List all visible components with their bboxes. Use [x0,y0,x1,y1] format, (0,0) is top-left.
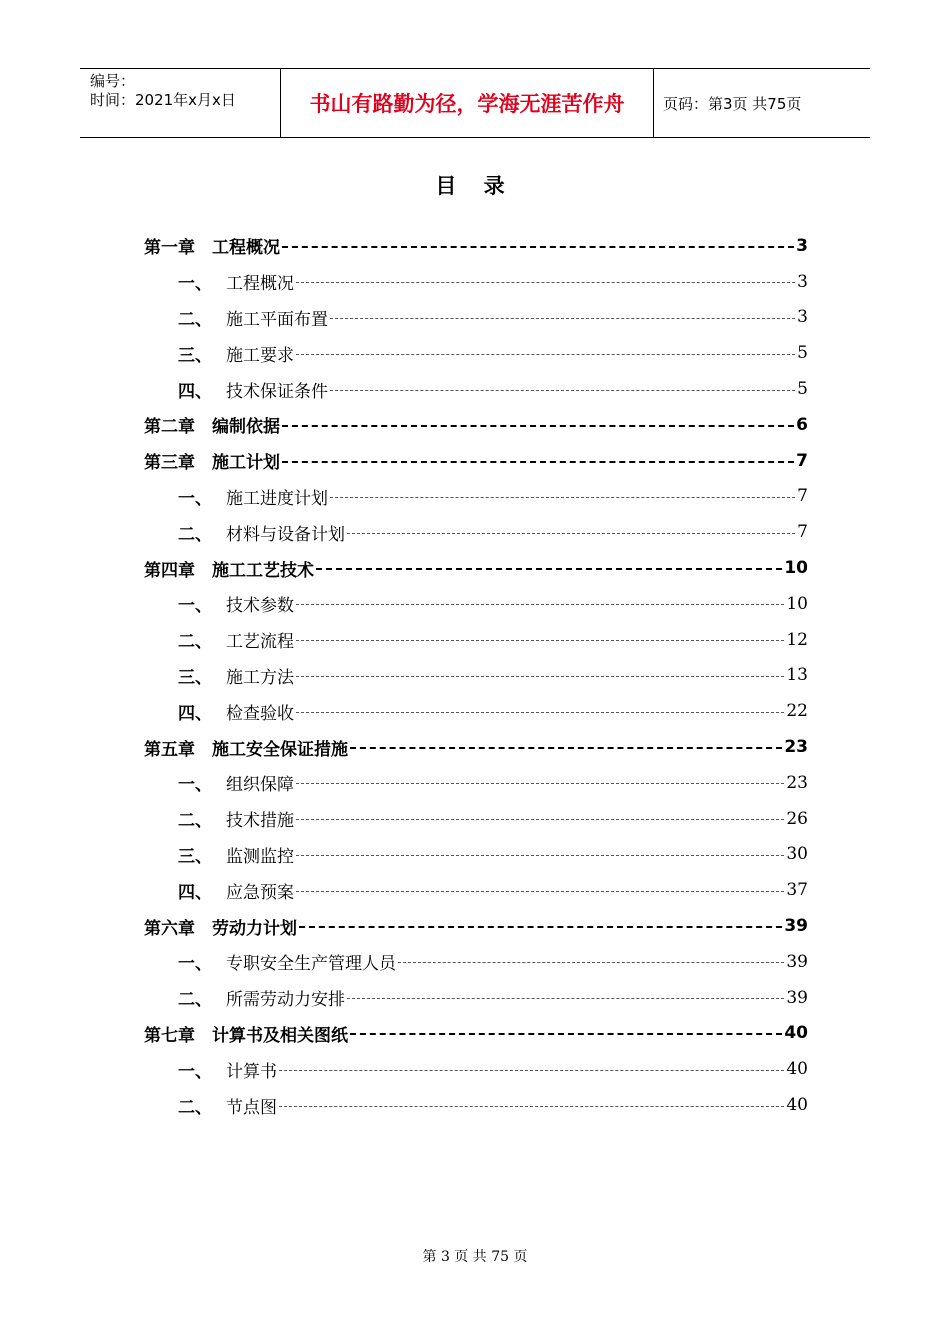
header-left-cell [80,69,281,137]
toc-entry-page: 5 [797,379,808,400]
toc-entry-number: 第一章 [144,238,195,259]
toc-leader-line [296,354,795,355]
toc-entry-label: 施工进度计划 [226,488,328,509]
toc-entry-page: 40 [786,1059,808,1080]
toc-entry-label: 施工工艺技术 [212,560,314,581]
toc-section-entry[interactable] [144,479,808,515]
toc-entry-number: 第六章 [144,918,195,939]
toc-entry-label: 材料与设备计划 [226,524,345,545]
toc-leader-line [296,712,784,713]
toc-section-entry[interactable] [144,622,808,658]
toc-leader-line [330,390,795,391]
toc-entry-page: 7 [797,486,808,507]
toc-entry-label: 组织保障 [226,775,294,796]
toc-entry-number: 一、 [178,488,212,509]
toc-leader-line [347,998,784,999]
toc-leader-line [279,1106,784,1107]
toc-entry-page: 26 [786,808,808,829]
toc-entry-page: 37 [786,880,808,901]
toc-entry-label: 应急预案 [226,882,294,903]
toc-entry-number: 第七章 [144,1025,195,1046]
toc-leader-line [350,747,782,749]
toc-entry-label: 监测监控 [226,846,294,867]
toc-section-entry[interactable] [144,335,808,371]
toc-entry-label: 所需劳动力安排 [226,990,345,1011]
toc-chapter-entry[interactable] [144,908,808,944]
toc-entry-page: 7 [797,522,808,543]
toc-entry-number: 四、 [178,882,212,903]
toc-chapter-entry[interactable] [144,1016,808,1052]
toc-entry-label: 工程概况 [226,274,294,295]
toc-entry-number: 二、 [178,990,212,1011]
toc-section-entry[interactable] [144,371,808,407]
toc-entry-label: 编制依据 [212,417,280,438]
page-footer: 第 3 页 共 75 页 [422,1249,528,1265]
toc-leader-line [296,282,795,283]
toc-entry-page: 39 [786,987,808,1008]
toc-leader-line [316,568,782,570]
toc-entry-label: 工程概况 [212,238,280,259]
toc-chapter-entry[interactable] [144,550,808,586]
toc-entry-page: 3 [796,235,808,256]
toc-section-entry[interactable] [144,944,808,980]
toc-leader-line [350,1033,782,1035]
toc-leader-line [330,318,795,319]
toc-section-entry[interactable] [144,264,808,300]
toc-entry-number: 二、 [178,632,212,653]
toc-entry-page: 22 [786,701,808,722]
header-motto: 书山有路勤为径，学海无涯苦作舟 [281,69,654,137]
toc-entry-label: 检查验收 [226,703,294,724]
toc-entry-label: 施工安全保证措施 [212,739,348,760]
toc-entry-number: 二、 [178,1097,212,1118]
toc-entry-page: 39 [786,951,808,972]
toc-entry-page: 3 [797,307,808,328]
toc-title: 目 录 [435,174,515,198]
toc-section-entry[interactable] [144,837,808,873]
toc-entry-label: 专职安全生产管理人员 [226,954,396,975]
toc-entry-label: 技术措施 [226,811,294,832]
toc-entry-number: 三、 [178,667,212,688]
toc-leader-line [296,604,784,605]
toc-section-entry[interactable] [144,514,808,550]
toc-entry-label: 施工计划 [212,453,280,474]
toc-leader-line [296,783,784,784]
document-number-label: 编号： [90,72,136,90]
toc-entry-page: 23 [786,772,808,793]
toc-entry-label: 技术保证条件 [226,381,328,402]
page-header [80,68,870,138]
toc-entry-label: 计算书及相关图纸 [212,1025,348,1046]
toc-entry-label: 施工方法 [226,667,294,688]
toc-leader-line [282,425,794,427]
toc-leader-line [347,533,795,534]
toc-section-entry[interactable] [144,658,808,694]
toc-entry-label: 节点图 [226,1097,277,1118]
toc-entry-page: 3 [797,271,808,292]
toc-entry-number: 一、 [178,954,212,975]
toc-leader-line [296,640,784,641]
toc-entry-page: 10 [786,593,808,614]
toc-entry-page: 10 [784,558,808,579]
toc-section-entry[interactable] [144,765,808,801]
toc-entry-number: 四、 [178,703,212,724]
toc-entry-number: 一、 [178,775,212,796]
toc-entry-label: 技术参数 [226,596,294,617]
toc-leader-line [299,926,782,928]
toc-leader-line [296,891,784,892]
toc-entry-page: 23 [784,737,808,758]
toc-entry-number: 二、 [178,811,212,832]
toc-entry-page: 7 [796,450,808,471]
toc-leader-line [296,676,784,677]
toc-entry-label: 计算书 [226,1061,277,1082]
toc-leader-line [296,819,784,820]
toc-entry-page: 39 [784,916,808,937]
toc-section-entry[interactable] [144,980,808,1016]
toc-section-entry[interactable] [144,586,808,622]
toc-entry-number: 第二章 [144,417,195,438]
toc-entry-number: 二、 [178,309,212,330]
toc-entry-number: 第三章 [144,453,195,474]
toc-leader-line [279,1070,784,1071]
toc-entry-number: 二、 [178,524,212,545]
toc-entry-number: 一、 [178,1061,212,1082]
toc-entry-number: 第五章 [144,739,195,760]
toc-entry-page: 6 [796,414,808,435]
toc-section-entry[interactable] [144,872,808,908]
toc-chapter-entry[interactable] [144,443,808,479]
toc-entry-number: 一、 [178,274,212,295]
toc-leader-line [398,962,784,963]
toc-entry-page: 5 [797,343,808,364]
table-of-contents [144,228,808,1123]
toc-entry-number: 三、 [178,345,212,366]
toc-chapter-entry[interactable] [144,407,808,443]
header-page-info: 页码：第3页 共75页 [663,94,802,113]
toc-entry-page: 40 [786,1095,808,1116]
toc-section-entry[interactable] [144,1051,808,1087]
toc-entry-label: 施工平面布置 [226,309,328,330]
toc-entry-page: 40 [784,1023,808,1044]
toc-entry-label: 施工要求 [226,345,294,366]
document-time-label: 时间：2021年x月x日 [90,91,236,109]
toc-entry-page: 12 [786,629,808,650]
toc-leader-line [330,497,795,498]
toc-section-entry[interactable] [144,1087,808,1123]
toc-entry-number: 三、 [178,846,212,867]
toc-entry-number: 四、 [178,381,212,402]
toc-section-entry[interactable] [144,801,808,837]
toc-entry-page: 13 [786,665,808,686]
toc-entry-page: 30 [786,844,808,865]
toc-leader-line [282,461,794,463]
toc-entry-number: 一、 [178,596,212,617]
toc-entry-label: 劳动力计划 [212,918,297,939]
toc-leader-line [296,855,784,856]
toc-entry-number: 第四章 [144,560,195,581]
toc-leader-line [282,246,794,248]
toc-section-entry[interactable] [144,300,808,336]
toc-chapter-entry[interactable] [144,729,808,765]
toc-section-entry[interactable] [144,693,808,729]
toc-entry-label: 工艺流程 [226,632,294,653]
toc-chapter-entry[interactable] [144,228,808,264]
